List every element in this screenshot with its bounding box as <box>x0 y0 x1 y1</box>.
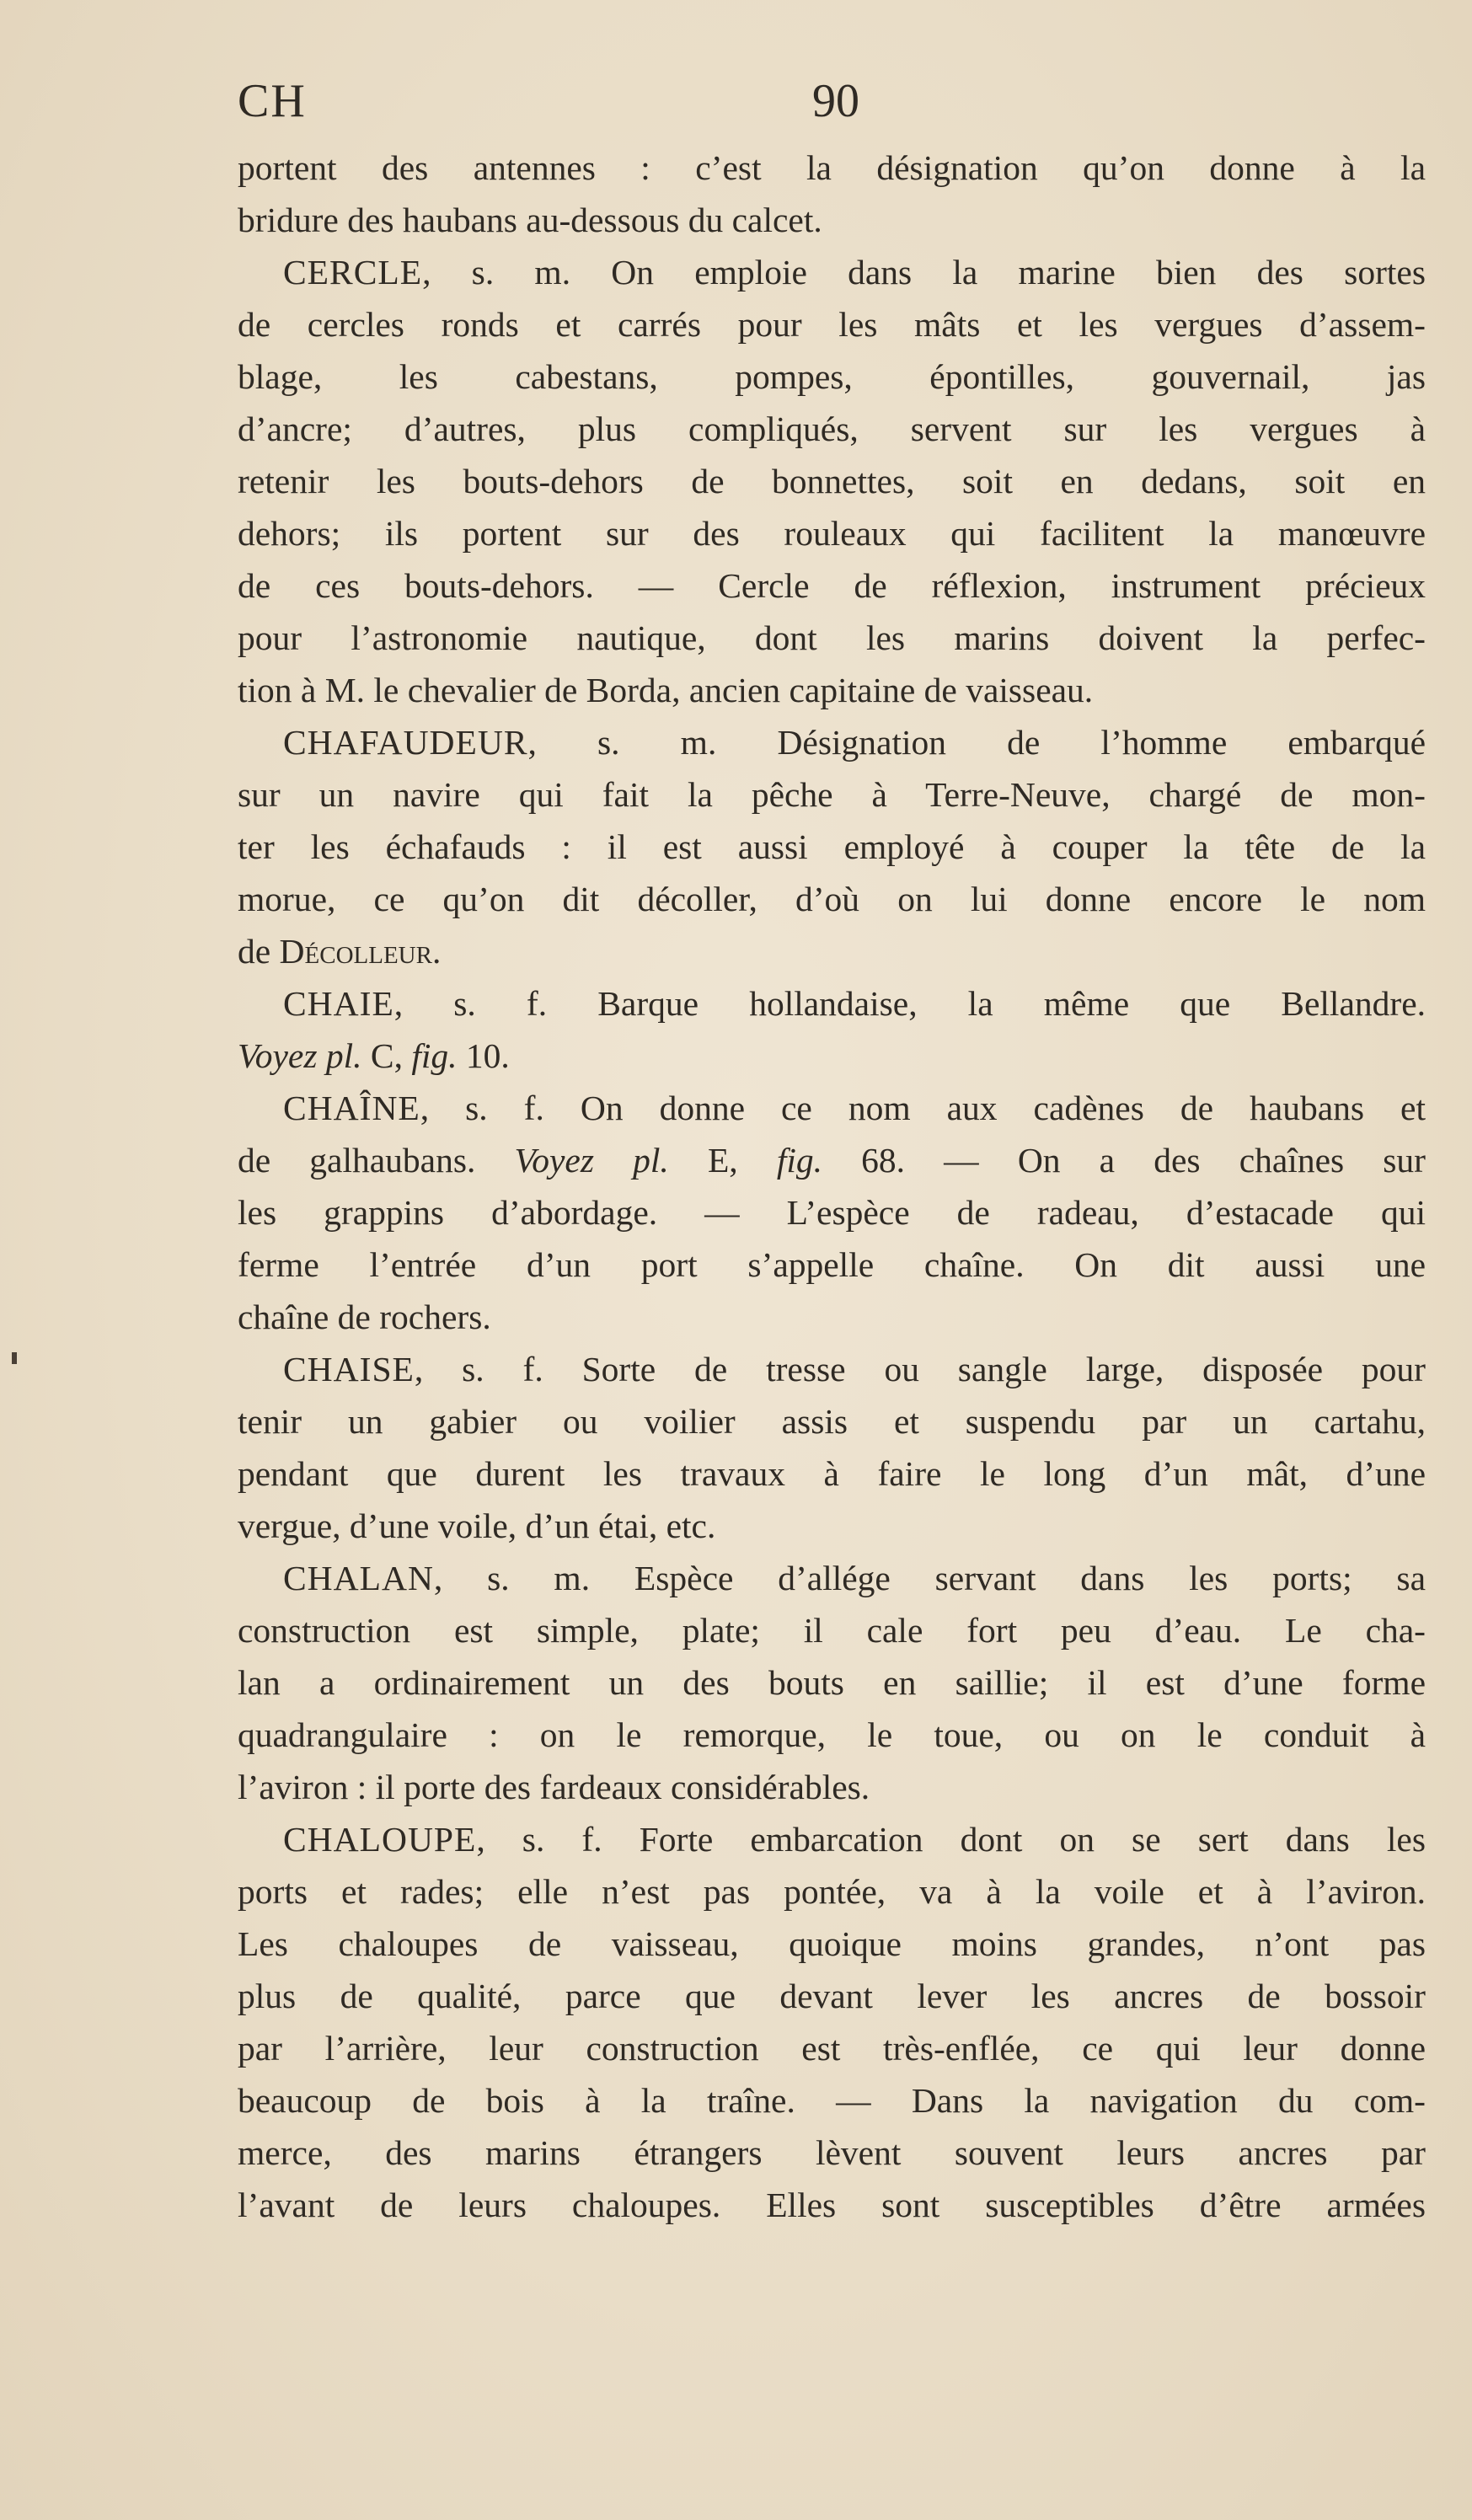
text-run: , s. f. Sorte de tresse ou sangle large, disposée pour <box>414 1350 1426 1388</box>
text-run: dehors; ils portent sur des rouleaux qui facilitent la manœuvre <box>238 514 1426 553</box>
text-line <box>238 1918 1426 1970</box>
text-line <box>238 821 1426 873</box>
text-run: sur un navire qui fait la pêche à Terre-Neuve, chargé de mon- <box>238 775 1426 814</box>
entry-first-line <box>238 1552 1426 1604</box>
text-run: les grappins d’abordage. — L’espèce de radeau, d’estacade qui <box>238 1193 1426 1232</box>
text-line <box>238 612 1426 664</box>
entry-headword: CHAISE <box>283 1350 415 1388</box>
text-line <box>238 1865 1426 1918</box>
text-run: , s. f. Forte embarcation dont on se sert dans les <box>476 1820 1426 1859</box>
text-line <box>238 194 1426 246</box>
text-run: 68. — On a des chaînes sur <box>822 1141 1426 1180</box>
margin-mark <box>12 1352 17 1364</box>
entry-first-line <box>238 246 1426 298</box>
text-line <box>238 559 1426 612</box>
text-run: de cercles ronds et carrés pour les mâts et les vergues d’assem- <box>238 305 1426 344</box>
text-line <box>238 455 1426 507</box>
text-run: l’aviron : il porte des fardeaux considérables. <box>238 1768 870 1806</box>
text-run: l’avant de leurs chaloupes. Elles sont susceptibles d’être armées <box>238 2186 1426 2224</box>
text-run: , s. m. On emploie dans la marine bien des sortes <box>422 253 1426 292</box>
text-line <box>238 2127 1426 2179</box>
text-run: plus de qualité, parce que devant lever les ancres de bossoir <box>238 1977 1426 2015</box>
dictionary-text <box>238 142 1426 2231</box>
text-line <box>238 768 1426 821</box>
text-run: chaîne de rochers. <box>238 1297 491 1336</box>
text-run: portent des antennes : c’est la désignation qu’on donne à la <box>238 148 1426 187</box>
text-line <box>238 2179 1426 2231</box>
text-run: par l’arrière, leur construction est très-enflée, ce qui leur donne <box>238 2029 1426 2068</box>
text-line <box>238 298 1426 350</box>
text-run: construction est simple, plate; il cale fort peu d’eau. Le cha- <box>238 1611 1426 1650</box>
text-run: pendant que durent les travaux à faire le long d’un mât, d’une <box>238 1454 1426 1493</box>
entry-headword: CHALAN <box>283 1559 434 1597</box>
text-line <box>238 1656 1426 1709</box>
entry-headword: CHALOUPE <box>283 1820 477 1859</box>
text-line <box>238 2074 1426 2127</box>
text-line <box>238 1604 1426 1656</box>
text-line <box>238 1239 1426 1291</box>
text-line <box>238 507 1426 559</box>
entry-headword: CERCLE <box>283 253 423 292</box>
text-line <box>238 925 1426 977</box>
entry-headword: CHAÎNE <box>283 1089 420 1127</box>
running-head: CH <box>238 75 307 127</box>
text-run: , s. f. On donne ce nom aux cadènes de haubans et <box>420 1089 1426 1127</box>
text-run: de <box>238 932 280 971</box>
text-run: , s. f. Barque hollandaise, la même que Bellandre. <box>393 984 1426 1023</box>
text-run: E, <box>668 1141 777 1180</box>
text-run: de ces bouts-dehors. — Cercle de réflexion, instrument précieux <box>238 566 1426 605</box>
entry-headword: CHAFAUDEUR <box>283 723 528 762</box>
text-run: d’ancre; d’autres, plus compliqués, servent sur les vergues à <box>238 409 1426 448</box>
text-run: , s. m. Espèce d’allége servant dans les ports; sa <box>433 1559 1426 1597</box>
text-run: blage, les cabestans, pompes, épontilles, gouvernail, jas <box>238 357 1426 396</box>
entry-headword: CHAIE <box>283 984 394 1023</box>
text-run: C, <box>361 1036 412 1075</box>
text-run: ter les échafauds : il est aussi employé à couper la tête de la <box>238 827 1426 866</box>
text-run: pour l’astronomie nautique, dont les marins doivent la perfec- <box>238 618 1426 657</box>
text-run: lan a ordinairement un des bouts en saillie; il est d’une forme <box>238 1663 1426 1702</box>
text-run: Les chaloupes de vaisseau, quoique moins grandes, n’ont pas <box>238 1924 1426 1963</box>
text-run: . <box>431 932 442 971</box>
italic-reference: Voyez pl. <box>514 1141 669 1180</box>
text-line <box>238 1291 1426 1343</box>
text-run: bridure des haubans au-dessous du calcet. <box>238 201 822 239</box>
text-run: vergue, d’une voile, d’un étai, etc. <box>238 1506 716 1545</box>
entry-first-line <box>238 1343 1426 1395</box>
italic-reference: fig. <box>776 1141 823 1180</box>
text-line <box>238 664 1426 716</box>
text-run: 10. <box>457 1036 510 1075</box>
page-number: 90 <box>812 75 859 127</box>
text-run: , s. m. Désignation de l’homme embarqué <box>527 723 1426 762</box>
text-run: retenir les bouts-dehors de bonnettes, soit en dedans, soit en <box>238 462 1426 500</box>
text-run: de galhaubans. <box>238 1141 515 1180</box>
text-line <box>238 1395 1426 1447</box>
italic-reference: Voyez pl. <box>238 1036 362 1075</box>
text-line <box>238 873 1426 925</box>
text-run: ferme l’entrée d’un port s’appelle chaîne. On dit aussi une <box>238 1245 1426 1284</box>
text-run: quadrangulaire : on le remorque, le toue, ou on le conduit à <box>238 1715 1426 1754</box>
entry-first-line <box>238 1813 1426 1865</box>
text-line <box>238 403 1426 455</box>
text-line <box>238 350 1426 403</box>
entry-first-line <box>238 977 1426 1030</box>
text-line <box>238 1134 1426 1186</box>
text-run: tenir un gabier ou voilier assis et suspendu par un cartahu, <box>238 1402 1426 1441</box>
entry-first-line <box>238 716 1426 768</box>
text-line <box>238 2022 1426 2074</box>
text-line <box>238 1761 1426 1813</box>
entry-first-line <box>238 1082 1426 1134</box>
text-line <box>238 1500 1426 1552</box>
text-run: ports et rades; elle n’est pas pontée, va à la voile et à l’aviron. <box>238 1872 1426 1911</box>
text-line <box>238 1970 1426 2022</box>
text-line <box>238 1030 1426 1082</box>
text-run: morue, ce qu’on dit décoller, d’où on lui donne encore le nom <box>238 880 1426 918</box>
text-run: beaucoup de bois à la traîne. — Dans la navigation du com- <box>238 2081 1426 2120</box>
small-caps-term: Décolleur <box>279 932 432 971</box>
text-line <box>238 142 1426 194</box>
text-line <box>238 1447 1426 1500</box>
text-run: tion à M. le chevalier de Borda, ancien capitaine de vaisseau. <box>238 671 1094 709</box>
italic-reference: fig. <box>411 1036 458 1075</box>
page-header <box>238 74 1426 150</box>
text-line <box>238 1709 1426 1761</box>
text-run: merce, des marins étrangers lèvent souvent leurs ancres par <box>238 2133 1426 2172</box>
text-line <box>238 1186 1426 1239</box>
